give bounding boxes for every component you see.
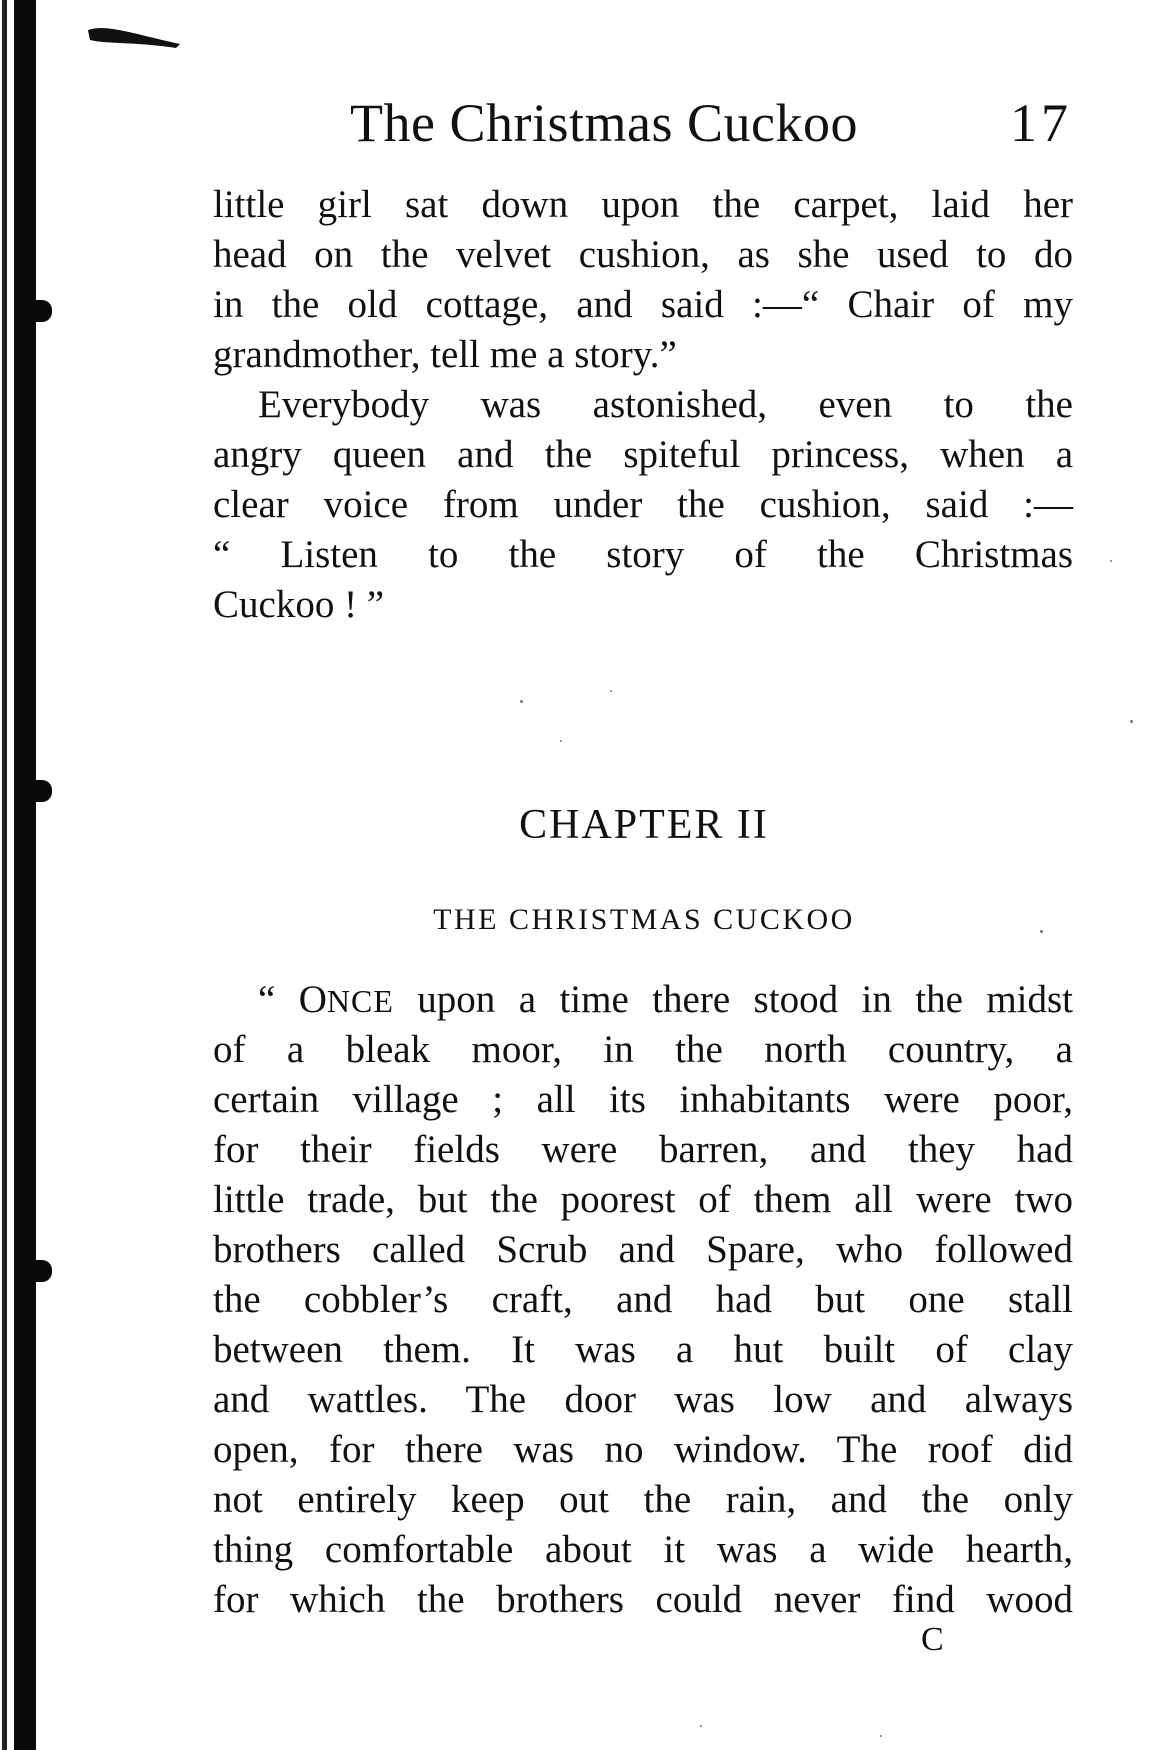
text-line: Cuckoo ! ” [213,583,385,626]
text-line: angry queen and the spiteful princess, when a [213,433,1073,476]
text-line: little trade, but the poorest of them all were two [213,1178,1073,1221]
binding-shadow-line [2,0,7,1750]
page-binding-edge [0,0,52,1750]
text-line: brothers called Scrub and Spare, who followed [213,1228,1073,1271]
text-line: for which the brothers could never find wood [213,1578,1073,1621]
first-line-rest: upon a time there stood in the midst [393,978,1074,1021]
scan-speck [1130,720,1133,723]
text-line: clear voice from under the cushion, said :— [213,483,1073,526]
text-line: little girl sat down upon the carpet, laid her [213,183,1073,226]
text-line: certain village ; all its inhabitants were poor, [213,1078,1073,1121]
scan-speck [560,740,562,742]
drop-word-initial: O [298,978,327,1021]
scan-speck [1110,560,1112,562]
text-line: thing comfortable about it was a wide hearth, [213,1528,1073,1571]
scan-speck [1040,930,1043,933]
ink-blot-mark [86,22,182,50]
binding-notch [36,300,52,322]
drop-word-smallcaps: NCE [326,984,394,1019]
text-line: head on the velvet cushion, as she used to do [213,233,1073,276]
text-line: grandmother, tell me a story.” [213,333,677,376]
opening-quote: “ [258,978,299,1021]
text-line: between them. It was a hut built of clay [213,1328,1073,1371]
text-line: Everybody was astonished, even to the [258,383,1073,426]
scan-speck [700,1725,702,1727]
scan-speck [520,700,523,703]
text-line [258,975,1073,1025]
running-title: The Christmas Cuckoo [350,93,858,153]
binding-notch [36,1260,52,1282]
binding-notch [36,780,52,802]
scan-speck [880,1735,882,1737]
signature-mark: C [921,1621,944,1658]
text-line: not entirely keep out the rain, and the only [213,1478,1073,1521]
page-number: 17 [1010,93,1072,153]
text-line: for their fields were barren, and they had [213,1128,1073,1171]
binding-shadow-bar [14,0,36,1750]
text-line: open, for there was no window. The roof did [213,1428,1073,1471]
text-line: in the old cottage, and said :—“ Chair of my [213,283,1073,326]
running-header [350,92,1072,156]
text-line: “ Listen to the story of the Christmas [213,533,1073,576]
text-line: of a bleak moor, in the north country, a [213,1028,1073,1071]
chapter-subtitle: THE CHRISTMAS CUCKOO [433,903,855,936]
text-line: and wattles. The door was low and always [213,1378,1073,1421]
chapter-heading: CHAPTER II [519,802,769,848]
text-line: the cobbler’s craft, and had but one stall [213,1278,1073,1321]
scan-speck [610,690,612,692]
